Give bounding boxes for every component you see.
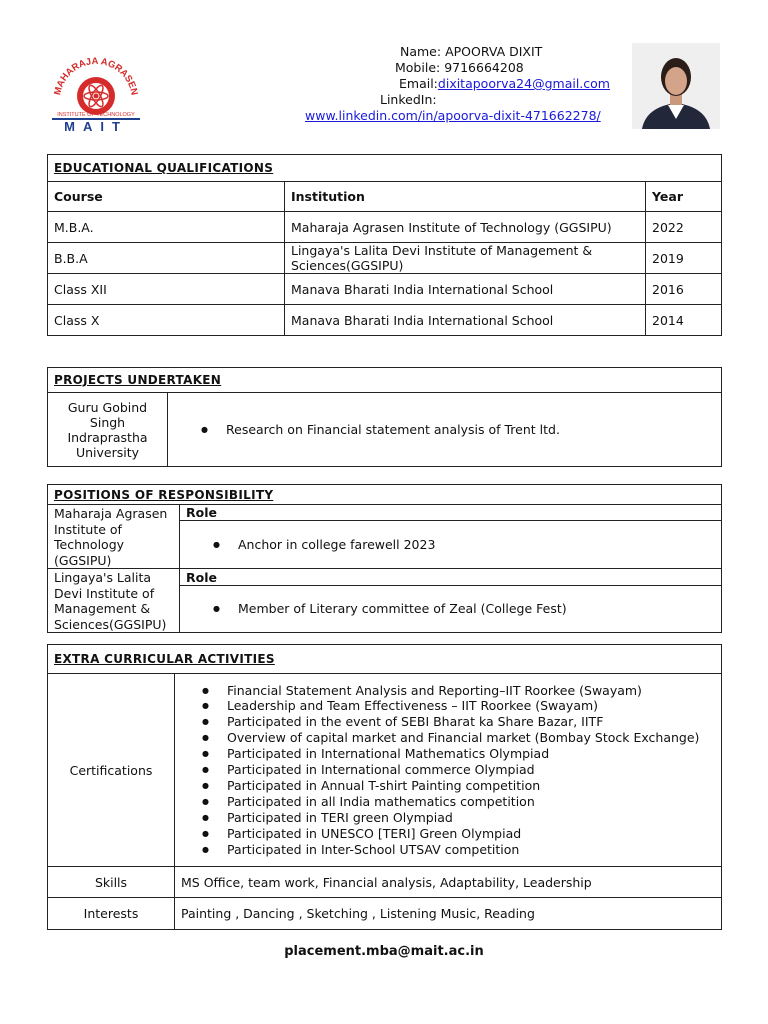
positions-table: [47, 484, 722, 633]
table-row: [48, 243, 722, 274]
list-item: ● Overview of capital market and Financial market (Bombay Stock Exchange): [227, 730, 715, 746]
certifications-cell: [175, 674, 722, 867]
name-line: [400, 44, 542, 60]
col-header-course: Course: [48, 182, 285, 212]
col-header-year: Year: [646, 182, 722, 212]
list-item: ● Anchor in college farewell 2023: [238, 537, 715, 553]
col-header-institution: Institution: [285, 182, 646, 212]
table-row: [48, 274, 722, 305]
email-link[interactable]: dixitapoorva24@gmail.com: [437, 76, 610, 91]
education-title: EDUCATIONAL QUALIFICATIONS: [48, 155, 722, 182]
year-cell: 2019: [646, 243, 722, 274]
certifications-label: Certifications: [48, 674, 175, 867]
mobile-value: 9716664208: [444, 60, 524, 75]
institution-cell: Maharaja Agrasen Institute of Technology (GGSIPU): [285, 212, 646, 243]
list-item: ● Participated in International commerce Olympiad: [227, 762, 715, 778]
skills-label: Skills: [48, 867, 175, 898]
name-label: Name:: [400, 44, 442, 59]
name-value: APOORVA DIXIT: [445, 44, 543, 59]
position-org: Maharaja Agrasen Institute of Technology (GGSIPU): [48, 505, 180, 569]
table-row: [48, 305, 722, 336]
list-item: ● Participated in UNESCO [TERI] Green Olympiad: [227, 826, 715, 842]
list-item: ● Participated in TERI green Olympiad: [227, 810, 715, 826]
list-item: ● Leadership and Team Effectiveness – IIT Roorkee (Swayam): [227, 698, 715, 714]
profile-photo: [632, 43, 720, 129]
extra-title: EXTRA CURRICULAR ACTIVITIES: [48, 645, 722, 674]
svg-text:INSTITUTE OF TECHNOLOGY: INSTITUTE OF TECHNOLOGY: [57, 112, 135, 118]
svg-text:MAIT: MAIT: [64, 119, 128, 132]
position-item-cell: [180, 521, 722, 569]
list-item: ● Participated in Annual T-shirt Painting competition: [227, 778, 715, 794]
linkedin-link[interactable]: www.linkedin.com/in/apoorva-dixit-471662278/: [305, 108, 601, 123]
year-cell: 2016: [646, 274, 722, 305]
list-item: ● Participated in International Mathematics Olympiad: [227, 746, 715, 762]
table-row: [48, 212, 722, 243]
email-label: Email:: [399, 76, 438, 91]
institution-cell: Lingaya's Lalita Devi Institute of Management & Sciences(GGSIPU): [285, 243, 646, 274]
year-cell: 2022: [646, 212, 722, 243]
course-cell: Class X: [48, 305, 285, 336]
education-table: [47, 154, 722, 336]
interests-label: Interests: [48, 898, 175, 930]
course-cell: M.B.A.: [48, 212, 285, 243]
linkedin-label: LinkedIn:: [380, 92, 437, 107]
svg-text:MAHARAJA AGRASEN: MAHARAJA AGRASEN: [52, 56, 140, 97]
institution-cell: Manava Bharati India International School: [285, 274, 646, 305]
list-item: ● Participated in Inter-School UTSAV competition: [227, 842, 715, 858]
mobile-label: Mobile:: [395, 60, 441, 75]
list-item: ● Participated in the event of SEBI Bharat ka Share Bazar, IITF: [227, 714, 715, 730]
list-item: ● Research on Financial statement analysis of Trent ltd.: [226, 422, 715, 438]
institution-cell: Manava Bharati India International School: [285, 305, 646, 336]
mobile-line: [395, 60, 524, 76]
course-cell: B.B.A: [48, 243, 285, 274]
positions-title: POSITIONS OF RESPONSIBILITY: [48, 485, 722, 505]
year-cell: 2014: [646, 305, 722, 336]
list-item: ● Participated in all India mathematics competition: [227, 794, 715, 810]
skills-value: MS Office, team work, Financial analysis, Adaptability, Leadership: [175, 867, 722, 898]
project-list-cell: [168, 393, 722, 467]
footer-email: placement.mba@mait.ac.in: [284, 944, 484, 959]
course-cell: Class XII: [48, 274, 285, 305]
list-item: ● Member of Literary committee of Zeal (College Fest): [238, 601, 715, 617]
projects-table: [47, 367, 722, 467]
position-org: Lingaya's Lalita Devi Institute of Management & Sciences(GGSIPU): [48, 569, 180, 633]
interests-value: Painting , Dancing , Sketching , Listening Music, Reading: [175, 898, 722, 930]
email-line: [399, 76, 610, 92]
projects-title: PROJECTS UNDERTAKEN: [48, 368, 722, 393]
position-item-cell: [180, 586, 722, 633]
extra-curricular-table: [47, 644, 722, 930]
mait-logo: [48, 56, 144, 132]
list-item: ● Financial Statement Analysis and Reporting–IIT Roorkee (Swayam): [227, 683, 715, 699]
project-org: Guru Gobind Singh Indraprastha University: [48, 393, 168, 467]
role-label: Role: [180, 569, 722, 586]
role-label: Role: [180, 505, 722, 521]
